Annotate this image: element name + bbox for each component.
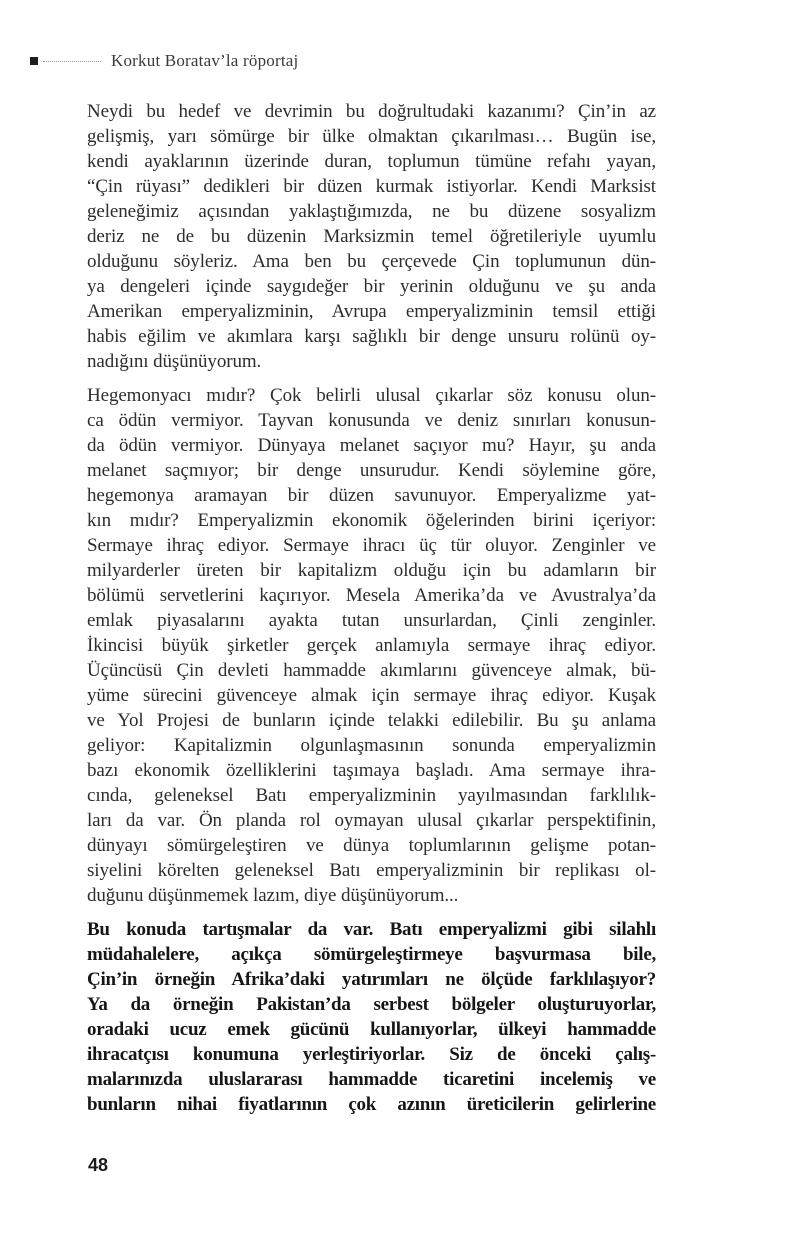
text-line: Amerikan emperyalizminin, Avrupa emperyalizminin temsil ettiği [87, 301, 656, 322]
text-line: habis eğilim ve akımlara karşı sağlıklı bir denge unsuru rolünü oy- [87, 326, 656, 347]
text-line: ve Yol Projesi de bunların içinde telakki edilebilir. Bu şu anlama [87, 710, 656, 731]
running-header [30, 52, 298, 70]
text-line: oradaki ucuz emek gücünü kullanıyorlar, ülkeyi hammadde [87, 1019, 656, 1040]
text-line: da ödün vermiyor. Dünyaya melanet saçıyor mu? Hayır, şu anda [87, 435, 656, 456]
text-line: emlak piyasalarını ayakta tutan unsurlardan, Çinli zenginler. [87, 610, 656, 631]
text-line: müdahalelere, açıkça sömürgeleştirmeye başvurmasa bile, [87, 944, 656, 965]
text-line: İkincisi büyük şirketler gerçek anlamıyla sermaye ihraç ediyor. [87, 635, 656, 656]
text-line: milyarderler üreten bir kapitalizm olduğu için bu adamların bir [87, 560, 656, 581]
text-line: Bu konuda tartışmalar da var. Batı emperyalizmi gibi silahlı [87, 919, 656, 940]
text-line: cında, geleneksel Batı emperyalizminin yayılmasından farklılık- [87, 785, 656, 806]
text-line: bunların nihai fiyatlarının çok azının üreticilerin gelirlerine [87, 1094, 656, 1115]
dotted-leader [43, 61, 101, 62]
text-line: Ya da örneğin Pakistan’da serbest bölgeler oluşturuyorlar, [87, 994, 656, 1015]
text-line: bölümü servetlerini kaçırıyor. Mesela Amerika’da ve Avustralya’da [87, 585, 656, 606]
text-line: Neydi bu hedef ve devrimin bu doğrultudaki kazanımı? Çin’in az [87, 101, 656, 122]
text-line: kendi ayaklarının üzerinde duran, toplumun tümüne refahı yayan, [87, 151, 656, 172]
text-line: hegemonya aramayan bir düzen savunuyor. Emperyalizme yat- [87, 485, 656, 506]
text-line: Çin’in örneğin Afrika’daki yatırımları ne ölçüde farklılaşıyor? [87, 969, 656, 990]
text-line: kın mıdır? Emperyalizmin ekonomik öğelerinden birini içeriyor: [87, 510, 656, 531]
text-line: ya dengeleri içinde saygıdeğer bir yerinin olduğunu ve şu anda [87, 276, 656, 297]
square-bullet-icon [30, 57, 38, 65]
text-line: Hegemonyacı mıdır? Çok belirli ulusal çıkarlar söz konusu olun- [87, 385, 656, 406]
text-line: ihracatçısı konumuna yerleştiriyorlar. Siz de önceki çalış- [87, 1044, 656, 1065]
text-line: olduğunu söyleriz. Ama ben bu çerçevede Çin toplumunun dün- [87, 251, 656, 272]
text-line: duğunu düşünmemek lazım, diye düşünüyorum... [87, 885, 459, 906]
text-line: ları da var. Ön planda rol oymayan ulusal çıkarlar perspektifinin, [87, 810, 656, 831]
text-line: siyelini körelten geleneksel Batı emperyalizminin bir replikası ol- [87, 860, 656, 881]
text-line: “Çin rüyası” dedikleri bir düzen kurmak istiyorlar. Kendi Marksist [87, 176, 656, 197]
paragraph-1 [87, 99, 656, 374]
text-line: melanet saçmıyor; bir denge unsurudur. Kendi söylemine göre, [87, 460, 656, 481]
body-text [87, 99, 656, 1126]
running-header-title: Korkut Boratav’la röportaj [111, 51, 299, 70]
text-line: deriz ne de bu düzenin Marksizmin temel öğretileriyle uyumlu [87, 226, 656, 247]
text-line: ca ödün vermiyor. Tayvan konusunda ve deniz sınırları konusun- [87, 410, 656, 431]
text-line: nadığını düşünüyorum. [87, 351, 262, 372]
text-line: Üçüncüsü Çin devleti hammadde akımlarını güvenceye almak, bü- [87, 660, 656, 681]
page-number: 48 [88, 1155, 109, 1175]
paragraph-2 [87, 383, 656, 908]
text-line: geleneğimiz açısından yaklaştığımızda, ne bu düzene sosyalizm [87, 201, 656, 222]
text-line: Sermaye ihraç ediyor. Sermaye ihracı üç tür oluyor. Zenginler ve [87, 535, 656, 556]
text-line: dünyayı sömürgeleştiren ve dünya toplumlarının gelişme potan- [87, 835, 656, 856]
paragraph-3-question [87, 917, 656, 1117]
text-line: gelişmiş, yarı sömürge bir ülke olmaktan çıkarılması… Bugün ise, [87, 126, 656, 147]
text-line: geliyor: Kapitalizmin olgunlaşmasının sonunda emperyalizmin [87, 735, 656, 756]
text-line: malarınızda uluslararası hammadde ticaretini incelemiş ve [87, 1069, 656, 1090]
text-line: bazı ekonomik özelliklerini taşımaya başladı. Ama sermaye ihra- [87, 760, 656, 781]
text-line: yüme sürecini güvenceye almak için sermaye ihraç ediyor. Kuşak [87, 685, 656, 706]
